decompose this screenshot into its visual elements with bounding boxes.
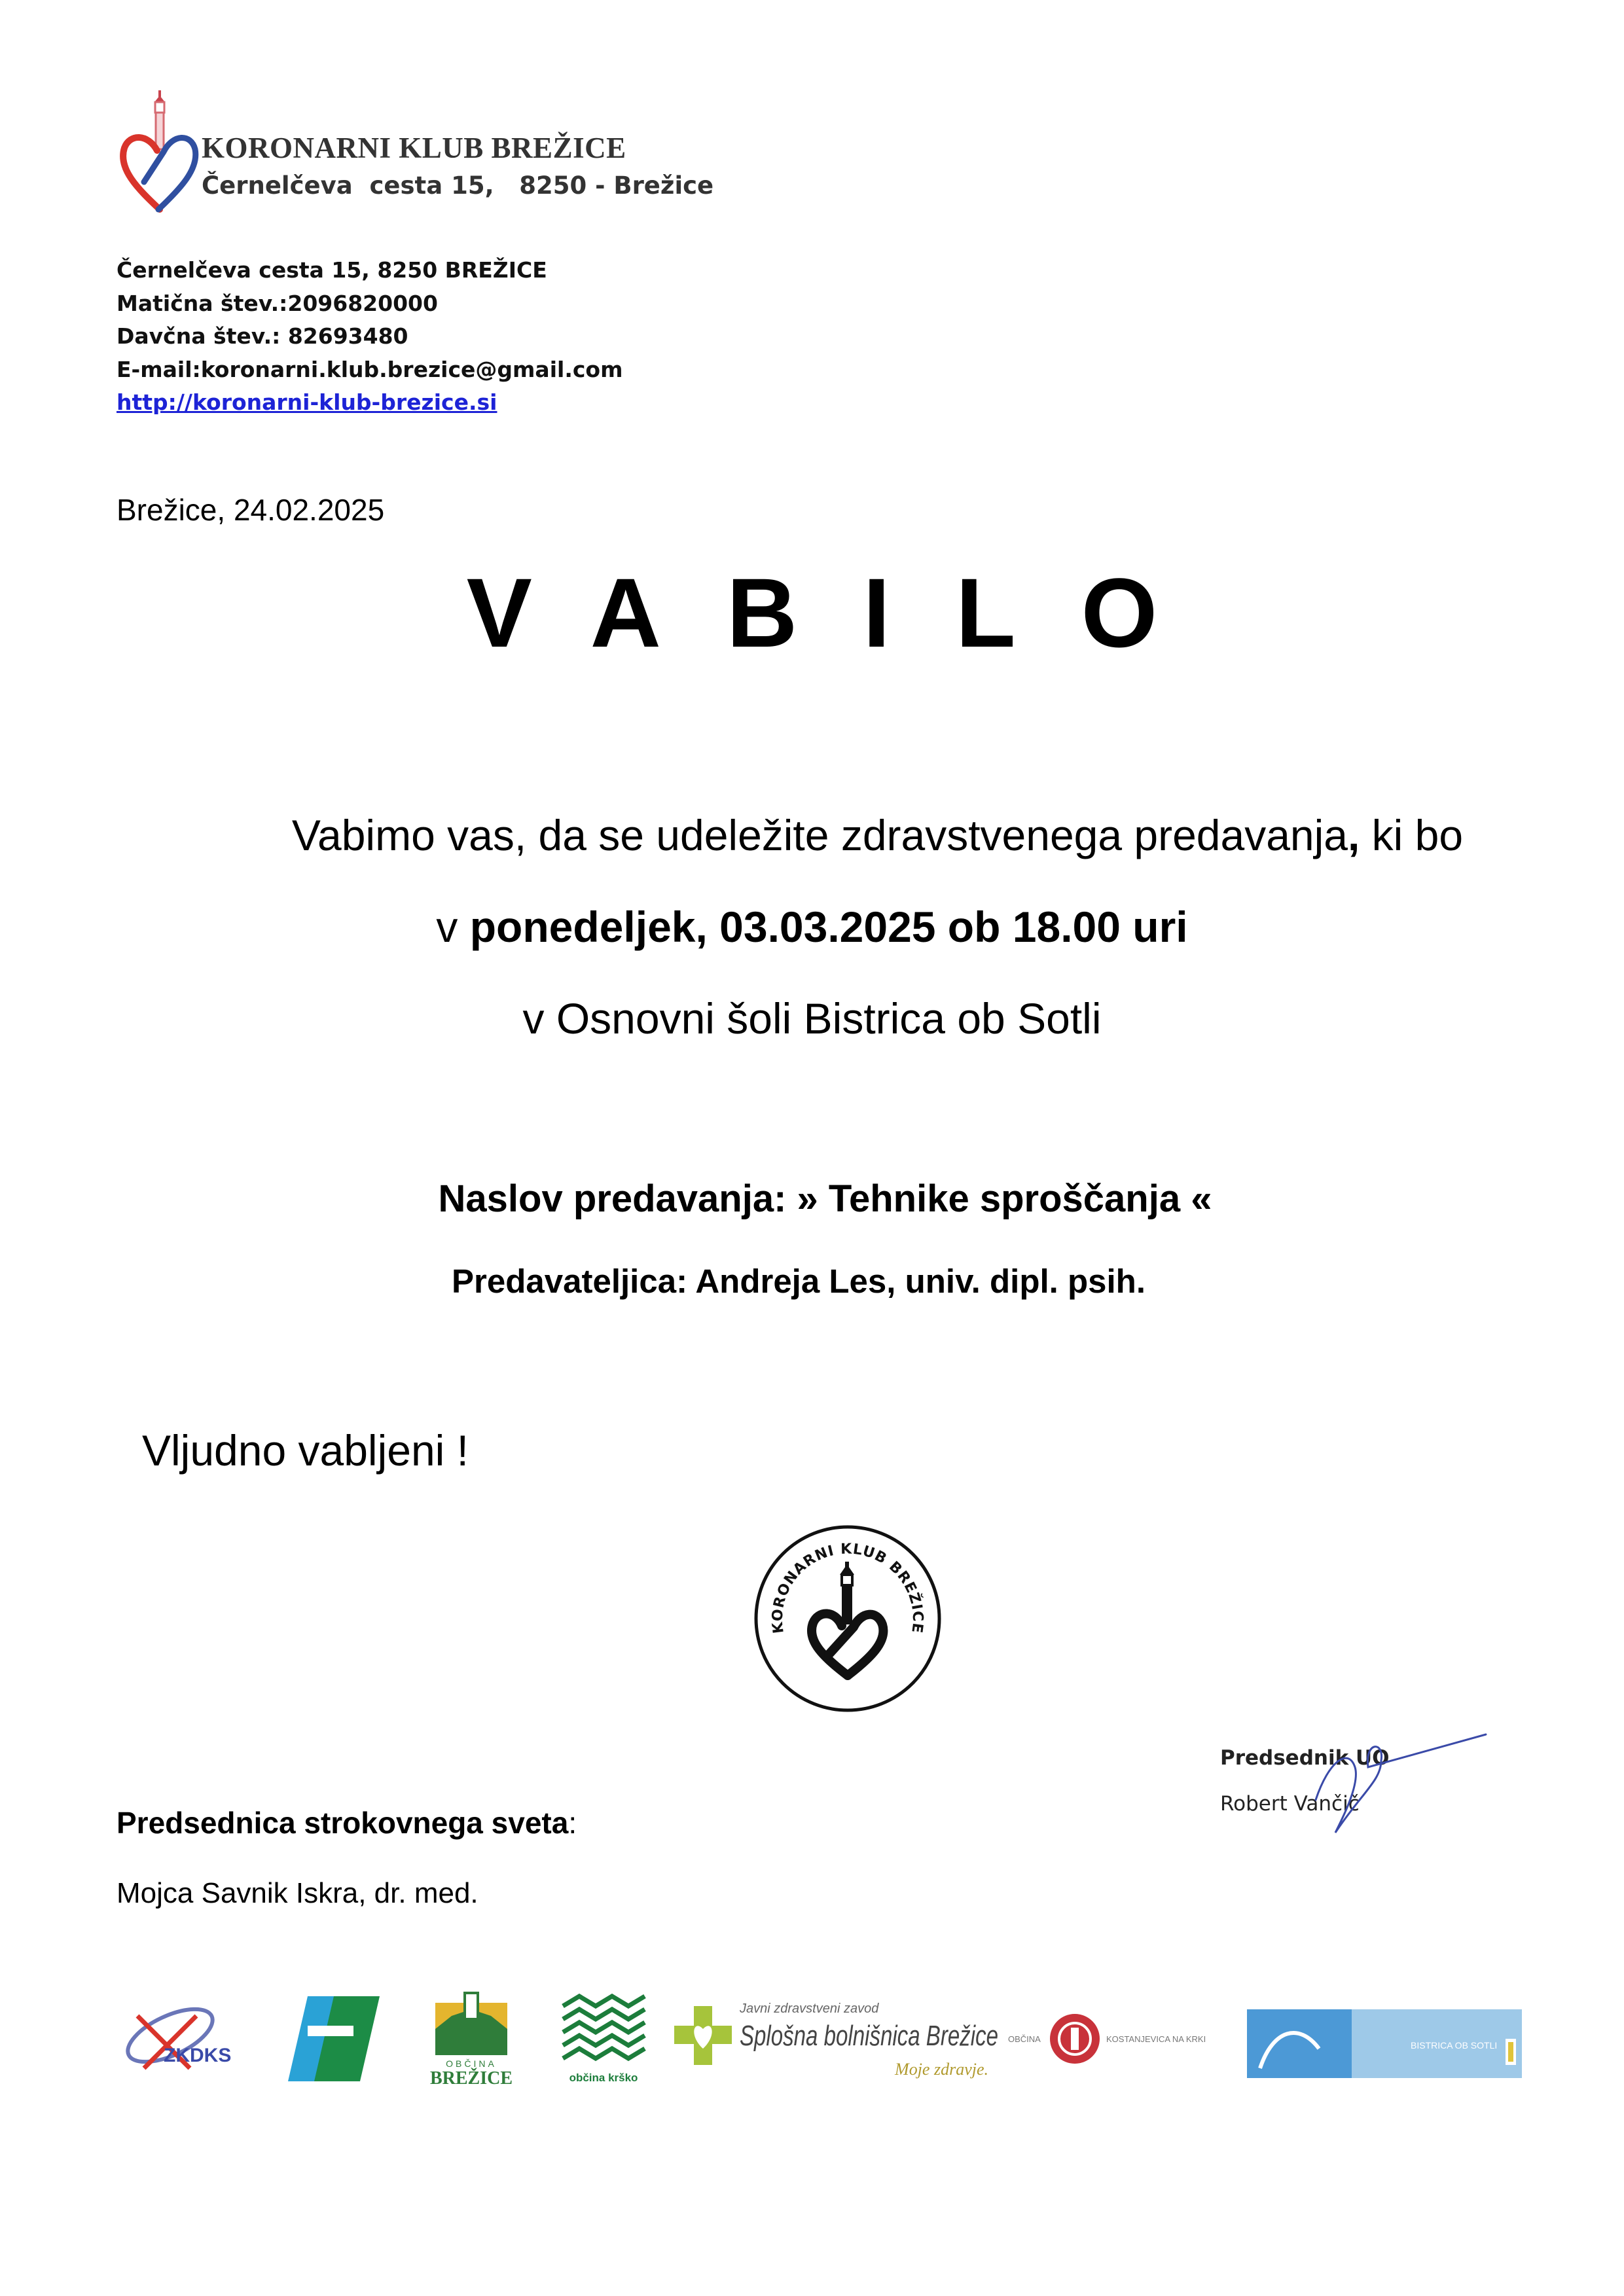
sponsor-foundation-logo bbox=[268, 1990, 386, 2088]
sponsor-obcina-brezice-logo bbox=[412, 1990, 530, 2088]
president-signature bbox=[1303, 1721, 1492, 1839]
council-president-title bbox=[117, 1805, 577, 1840]
zkdks-label: ZKDKS bbox=[164, 2045, 232, 2066]
council-president-colon: : bbox=[568, 1806, 577, 1840]
contact-tax: Davčna štev.: 82693480 bbox=[117, 323, 408, 349]
president-title: Predsednik UO bbox=[1220, 1746, 1390, 1770]
invitation-line-1-end: ki bo bbox=[1360, 811, 1464, 859]
lecture-title: Naslov predavanja: » Tehnike sproščanja « bbox=[438, 1177, 1212, 1220]
invitation-location: v Osnovni šoli Bistrica ob Sotli bbox=[522, 994, 1102, 1043]
invitation-line-1 bbox=[65, 810, 1624, 860]
contact-address: Černelčeva cesta 15, 8250 BREŽICE bbox=[117, 257, 547, 283]
obcina-brezice-label: BREŽICE bbox=[429, 2068, 513, 2088]
kostanjevica-obcina: OBČINA bbox=[1008, 2034, 1041, 2044]
closing-greeting: Vljudno vabljeni ! bbox=[142, 1426, 469, 1475]
invitation-line-1-comma: , bbox=[1348, 811, 1360, 859]
contact-registration: Matična štev.:2096820000 bbox=[117, 291, 438, 316]
contact-email: E-mail:koronarni.klub.brezice@gmail.com bbox=[117, 357, 623, 382]
hospital-tagline: Moje zdravje. bbox=[895, 2060, 988, 2079]
sponsor-kostanjevica-logo bbox=[1008, 1990, 1231, 2088]
sponsor-bistrica-logo bbox=[1247, 1990, 1522, 2088]
stamp-text: KORONARNI KLUB BREŽICE bbox=[769, 1541, 926, 1635]
website-link[interactable]: http://koronarni-klub-brezice.si bbox=[117, 389, 497, 415]
sponsor-zkdks-logo bbox=[118, 1990, 242, 2088]
sponsor-obcina-krsko-logo bbox=[556, 1990, 655, 2088]
invitation-date-prefix: v bbox=[436, 903, 470, 951]
hospital-small-label: Javni zdravstveni zavod bbox=[740, 2001, 879, 2016]
club-logo bbox=[118, 90, 209, 215]
obcina-brezice-small: OBČINA bbox=[446, 2058, 497, 2069]
lecturer: Predavateljica: Andreja Les, univ. dipl. psih. bbox=[452, 1263, 1146, 1300]
hospital-label: Splošna bolnišnica Brežice bbox=[740, 2020, 998, 2052]
president-name: Robert Vančič bbox=[1220, 1792, 1360, 1816]
document-title: VABILO bbox=[466, 558, 1223, 668]
org-address: Černelčeva cesta 15, 8250 - Brežice bbox=[202, 171, 714, 200]
council-president-title-text: Predsednica strokovnega sveta bbox=[117, 1806, 569, 1840]
invitation-line-1-text: Vabimo vas, da se udeležite zdravstvenega predavanja bbox=[291, 811, 1348, 859]
bistrica-label: BISTRICA OB SOTLI bbox=[1411, 2040, 1498, 2051]
document-date: Brežice, 24.02.2025 bbox=[117, 493, 385, 527]
org-name: KORONARNI KLUB BREŽICE bbox=[202, 132, 626, 164]
invitation-date-time: ponedeljek, 03.03.2025 ob 18.00 uri bbox=[469, 903, 1188, 951]
kostanjevica-label: KOSTANJEVICA NA KRKI bbox=[1106, 2034, 1206, 2044]
club-stamp bbox=[753, 1524, 943, 1713]
invitation-line-2 bbox=[0, 902, 1624, 952]
sponsor-hospital-logo bbox=[674, 1990, 1001, 2088]
council-president-name: Mojca Savnik Iskra, dr. med. bbox=[117, 1877, 478, 1909]
obcina-krsko-label: občina krško bbox=[569, 2072, 638, 2084]
